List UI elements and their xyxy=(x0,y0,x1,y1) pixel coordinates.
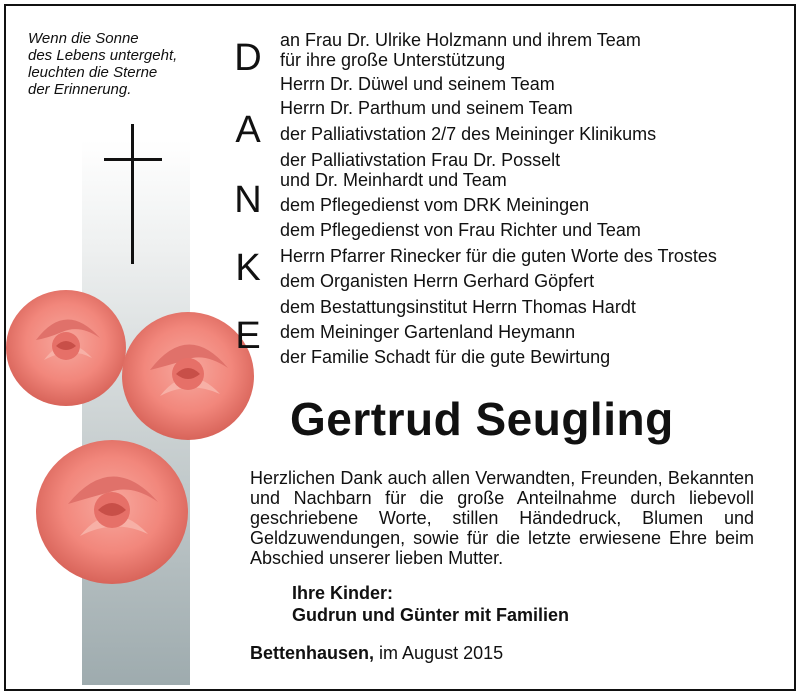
thanks-line: und Dr. Meinhardt und Team xyxy=(280,170,507,190)
thanks-paragraph: Herzlichen Dank auch allen Verwandten, Freunden, Bekannten und Nachbarn für die große Anteilnahme durch liebevoll geschriebene Worte, stillen Händedruck, Blumen und Geldzuwendungen, sowie für die letzte erwiesene Ehre beim Abschied unserer lieben Mutter. xyxy=(250,468,754,568)
deceased-name: Gertrud Seugling xyxy=(290,393,674,445)
poem-line: Wenn die Sonne xyxy=(28,30,139,47)
thanks-line: Herrn Dr. Parthum und seinem Team xyxy=(280,98,573,118)
signature-line: Ihre Kinder: xyxy=(292,583,394,603)
thanks-line: Herrn Dr. Düwel und seinem Team xyxy=(280,74,555,94)
rose-top-left xyxy=(6,290,126,406)
signature-block xyxy=(292,582,569,626)
thanks-line: dem Pflegedienst vom DRK Meiningen xyxy=(280,195,590,215)
thanks-line: für ihre große Unterstützung xyxy=(280,50,506,70)
thanks-line: dem Meininger Gartenland Heymann xyxy=(280,322,576,342)
thanks-line: der Palliativstation Frau Dr. Posselt xyxy=(280,150,561,170)
danke-letter: K xyxy=(235,247,261,289)
thanks-line: Herrn Pfarrer Rinecker für die guten Worte des Trostes xyxy=(280,246,717,266)
danke-letter: E xyxy=(235,315,261,357)
place-date-text: im August 2015 xyxy=(379,643,504,663)
thanks-line: dem Pflegedienst von Frau Richter und Team xyxy=(280,220,641,240)
danke-letter: N xyxy=(234,179,262,221)
cross-icon xyxy=(104,124,162,264)
poem-line: leuchten die Sterne xyxy=(28,64,158,81)
thanks-line: dem Bestattungsinstitut Herrn Thomas Hardt xyxy=(280,297,636,317)
place-town: Bettenhausen, xyxy=(250,643,375,663)
signature-line: Gudrun und Günter mit Familien xyxy=(292,605,569,625)
place-date xyxy=(250,643,503,664)
thanks-line: der Palliativstation 2/7 des Meininger Klinikums xyxy=(280,124,657,144)
rose-bottom xyxy=(36,440,188,584)
memorial-poem xyxy=(28,30,177,98)
thanks-line: der Familie Schadt für die gute Bewirtung xyxy=(280,347,611,367)
poem-line: des Lebens untergeht, xyxy=(28,47,178,64)
thanks-line: an Frau Dr. Ulrike Holzmann und ihrem Team xyxy=(280,30,641,50)
danke-letter: D xyxy=(234,37,262,79)
danke-letter: A xyxy=(235,109,261,151)
poem-line: der Erinnerung. xyxy=(28,81,132,98)
thanks-line: dem Organisten Herrn Gerhard Göpfert xyxy=(280,271,595,291)
